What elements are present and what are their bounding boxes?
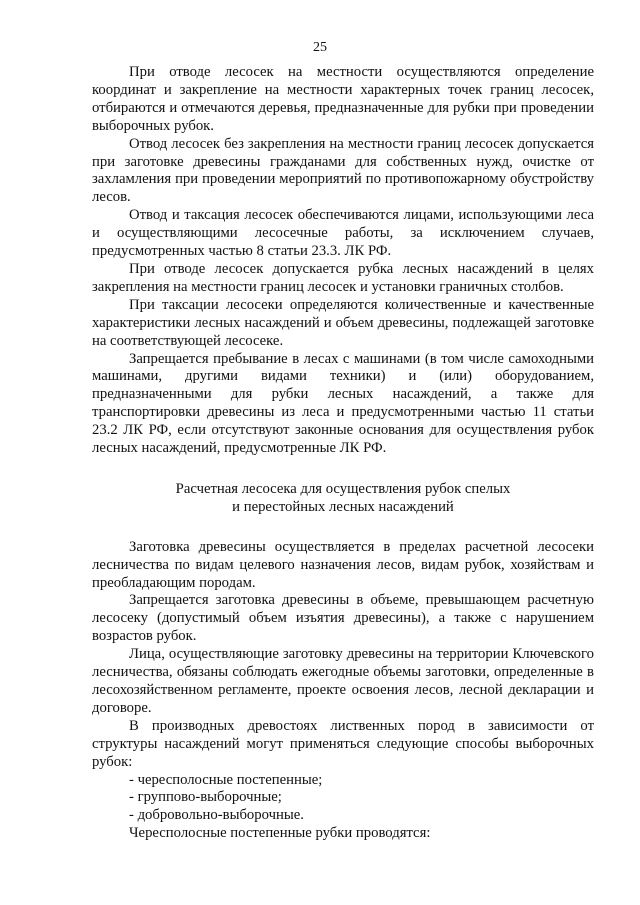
section-heading [92,481,594,517]
paragraph: При таксации лесосеки определяются количественные и качественные характеристики лесных насаждений и объем древесины, подлежащей заготовке на соответствующей лесосеке. [92,296,594,349]
list-item: - группово-выборочные; [129,789,282,806]
paragraph: В производных древостоях лиственных пород в зависимости от структуры насаждений могут применяться следующие способы выборочных рубок: [92,717,594,770]
paragraph: Запрещается заготовка древесины в объеме, превышающем расчетную лесосеку (допустимый объем изъятия древесины), а также с нарушением возрастов рубок. [92,592,594,645]
paragraph: Лица, осуществляющие заготовку древесины на территории Ключевского лесничества, обязаны соблюдать ежегодные объемы заготовки, определенные в лесохозяйственном регламенте, проекте освоения лесов, лесной декларации и договоре. [92,646,594,716]
section-heading-line: и перестойных лесных насаждений [232,498,454,515]
page-number: 25 [313,40,327,55]
list-item: - чересполосные постепенные; [129,771,323,788]
paragraph: При отводе лесосек допускается рубка лесных насаждений в целях закрепления на местности границ лесосек и установки граничных столбов. [92,260,594,295]
list-item: - добровольно-выборочные. [129,807,304,824]
paragraph: Чересполосные постепенные рубки проводятся: [129,825,431,842]
paragraph: При отводе лесосек на местности осуществляются определение координат и закрепление на местности характерных точек границ лесосек, отбираются и отмечаются деревья, предназначенные для рубки при проведении выборочных рубок. [92,64,594,134]
paragraph: Заготовка древесины осуществляется в пределах расчетной лесосеки лесничества по видам целевого назначения лесов, видам рубок, хозяйствам и преобладающим породам. [92,538,594,591]
section-heading-line: Расчетная лесосека для осуществления рубок спелых [175,480,511,497]
paragraph: Отвод лесосек без закрепления на местности границ лесосек допускается при заготовке древесины гражданами для собственных нужд, очистке от захламления при проведении мероприятий по противопожарному обустройству лесов. [92,135,594,206]
paragraph: Запрещается пребывание в лесах с машинами (в том числе самоходными машинами, другими видами техники) и (или) оборудованием, предназначенными для рубки лесных насаждений, а также для транспортировки древесины из леса и предусмотренными частью 11 статьи 23.2 ЛК РФ, если отсутствуют законные основания для осуществления рубок лесных насаждений, предусмотренные ЛК РФ. [92,350,594,457]
paragraph: Отвод и таксация лесосек обеспечиваются лицами, использующими леса и осуществляющими лесосечные работы, за исключением случаев, предусмотренных частью 8 статьи 23.3. ЛК РФ. [92,207,594,260]
